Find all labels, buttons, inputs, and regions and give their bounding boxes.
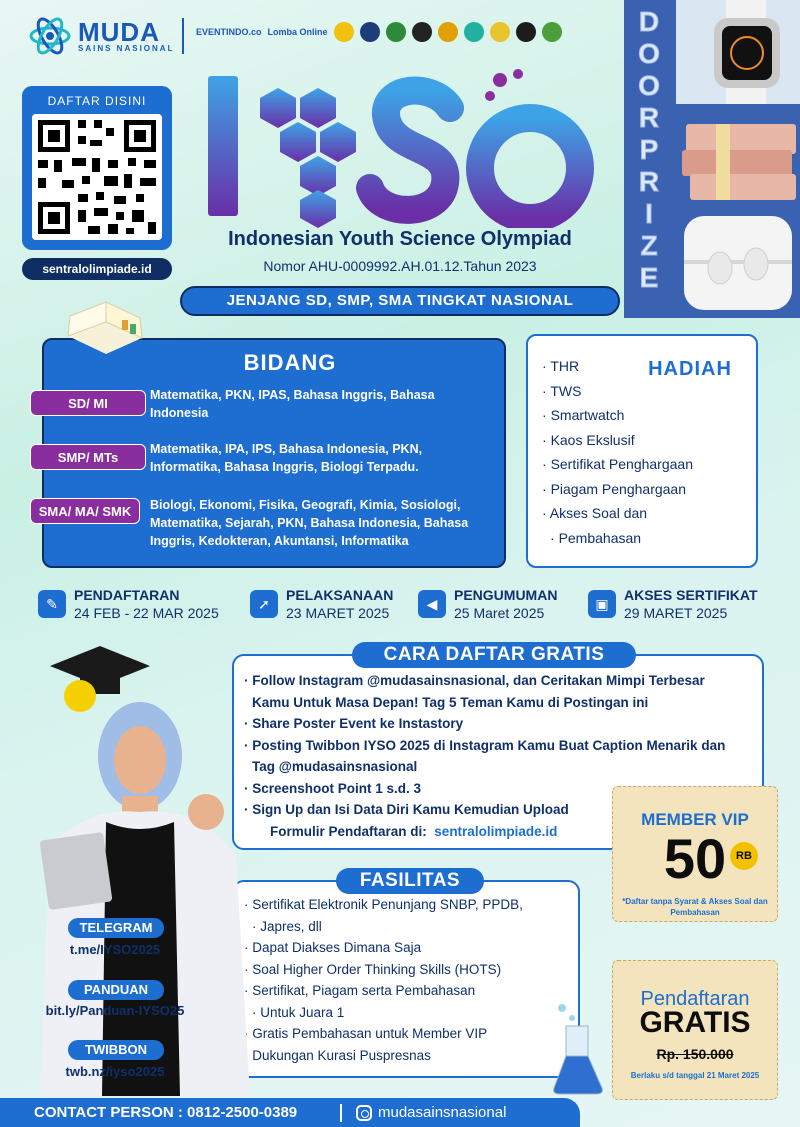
- partner-logo-icon: [334, 22, 354, 42]
- list-item: · Screenshoot Point 1 s.d. 3: [244, 778, 764, 800]
- flask-icon: [550, 1000, 610, 1096]
- timeline-label: PELAKSANAAN: [286, 587, 394, 603]
- free-registration-label: GRATIS: [639, 1006, 751, 1039]
- smartwatch-icon: [676, 0, 800, 104]
- timeline-date: 23 MARET 2025: [286, 605, 390, 621]
- instagram-handle: mudasainsnasional: [378, 1104, 507, 1121]
- level-sd-subjects: Matematika, PKN, IPAS, Bahasa Inggris, Bahasa Indonesia: [150, 388, 435, 420]
- brand-logo: [28, 14, 198, 58]
- list-item: · Akses Soal dan: [542, 501, 742, 526]
- cara-daftar-title: CARA DAFTAR GRATIS: [352, 642, 636, 668]
- partner-logo-icon: [464, 22, 484, 42]
- list-item: · Dukungan Kurasi Puspresnas: [244, 1045, 574, 1067]
- footer-divider: [340, 1104, 342, 1122]
- timeline-date: 24 FEB - 22 MAR 2025: [74, 605, 219, 621]
- doorprize-letter: R: [638, 102, 660, 133]
- level-banner: JENJANG SD, SMP, SMA TINGKAT NASIONAL: [180, 286, 620, 316]
- iyso-logo: [200, 68, 600, 228]
- instagram-icon: [356, 1105, 372, 1121]
- timeline-pelaksanaan: [250, 586, 393, 626]
- money-icon: [676, 104, 800, 208]
- register-site-link[interactable]: sentralolimpiade.id: [22, 258, 172, 280]
- list-item: · Sign Up dan Isi Data Diri Kamu Kemudian Upload: [244, 799, 764, 821]
- form-text: Formulir Pendaftaran di:: [270, 823, 427, 839]
- partner-lomba-online: Lomba Online: [267, 27, 328, 37]
- list-item: · Gratis Pembahasan untuk Member VIP: [244, 1023, 574, 1045]
- panduan-link[interactable]: bit.ly/Panduan-IYSO25: [45, 1003, 185, 1018]
- header-divider: [182, 18, 184, 54]
- partner-logo-icon: [360, 22, 380, 42]
- list-item: · TWS: [542, 379, 742, 404]
- fasilitas-list: [244, 894, 574, 1066]
- timeline-date: 25 Maret 2025: [454, 605, 545, 621]
- timeline-label: AKSES SERTIFIKAT: [624, 587, 758, 603]
- hadiah-list: [542, 354, 742, 550]
- list-item: · Pembahasan: [542, 526, 742, 551]
- timeline-sertifikat: [588, 586, 758, 626]
- qr-code-icon[interactable]: [32, 114, 162, 240]
- megaphone-icon: ◀: [418, 590, 446, 618]
- book-icon: [62, 296, 148, 362]
- student-illustration: [10, 636, 250, 1096]
- partner-logo-icon: [490, 22, 510, 42]
- doorprize-title: [624, 6, 674, 294]
- telegram-badge: TELEGRAM: [68, 918, 164, 938]
- list-item: · Sertifikat Elektronik Penunjang SNBP, PPDB,: [244, 894, 574, 916]
- form-link[interactable]: sentralolimpiade.id: [434, 823, 558, 839]
- doorprize-letter: O: [638, 70, 660, 101]
- list-item: · Sertifikat, Piagam serta Pembahasan: [244, 980, 574, 1002]
- member-vip-price: 50: [663, 827, 727, 890]
- twibbon-link[interactable]: twb.nz/iyso2025: [65, 1064, 165, 1079]
- list-item: · Smartwatch: [542, 403, 742, 428]
- twibbon-badge: TWIBBON: [68, 1040, 164, 1060]
- level-sma-subjects: Biologi, Ekonomi, Fisika, Geografi, Kimia, Sosiologi, Matematika, Sejarah, PKN, Bahasa Indonesia, Bahasa Inggris, Kedokteran, Akuntansi, Informatika: [150, 498, 469, 548]
- list-item: Kamu Untuk Masa Depan! Tag 5 Teman Kamu di Postingan ini: [252, 694, 649, 710]
- bidang-title: BIDANG: [243, 350, 337, 375]
- partner-logo-icon: [516, 22, 536, 42]
- member-vip-unit: RB: [730, 842, 758, 870]
- clipboard-icon: ✎: [38, 590, 66, 618]
- timeline-label: PENDAFTARAN: [74, 587, 180, 603]
- free-registration-title: Pendaftaran: [640, 988, 750, 1010]
- fasilitas-title: FASILITAS: [336, 868, 484, 894]
- register-title: DAFTAR DISINI: [47, 94, 147, 108]
- hadiah-title: HADIAH: [648, 358, 732, 380]
- doorprize-letter: Z: [640, 230, 658, 261]
- timeline-pengumuman: [418, 586, 557, 626]
- certificate-icon: ▣: [588, 590, 616, 618]
- doorprize-letter: I: [645, 198, 653, 229]
- event-full-name: Indonesian Youth Science Olympiad: [228, 228, 572, 250]
- brand-name: MUDA: [78, 16, 160, 47]
- partner-logo-icon: [542, 22, 562, 42]
- free-registration-note: Berlaku s/d tanggal 21 Maret 2025: [630, 1071, 760, 1080]
- doorprize-letter: E: [639, 262, 659, 293]
- list-item: · Soal Higher Order Thinking Skills (HOTS): [244, 959, 574, 981]
- timeline-pendaftaran: [38, 586, 219, 626]
- instagram-link[interactable]: [356, 1104, 506, 1121]
- member-vip-title: MEMBER VIP: [641, 810, 749, 829]
- level-smp-subjects: Matematika, IPA, IPS, Bahasa Indonesia, PKN, Informatika, Bahasa Inggris, Biologi Terpadu.: [150, 442, 423, 474]
- panduan-badge: PANDUAN: [68, 980, 164, 1000]
- brand-subtitle: SAINS NASIONAL: [78, 43, 175, 53]
- old-price: Rp. 150.000: [656, 1046, 734, 1062]
- partner-logos: [196, 22, 562, 42]
- list-item: · Follow Instagram @mudasainsnasional, dan Ceritakan Mimpi Terbesar: [244, 670, 764, 692]
- rocket-icon: ➚: [250, 590, 278, 618]
- list-item: · Share Poster Event ke Instastory: [244, 713, 764, 735]
- doorprize-letter: O: [638, 38, 660, 69]
- level-sma-badge: SMA/ MA/ SMK: [30, 498, 140, 524]
- earbuds-icon: [676, 208, 800, 318]
- list-item: · Dapat Diakses Dimana Saja: [244, 937, 574, 959]
- partner-logo-icon: [412, 22, 432, 42]
- registration-number: Nomor AHU-0009992.AH.01.12.Tahun 2023: [263, 258, 537, 274]
- level-sd-badge: SD/ MI: [30, 390, 146, 416]
- list-item: · Kaos Ekslusif: [542, 428, 742, 453]
- list-item: · Piagam Penghargaan: [542, 477, 742, 502]
- partner-logo-icon: [438, 22, 458, 42]
- member-vip-note: *Daftar tanpa Syarat & Akses Soal dan Pembahasan: [622, 897, 768, 917]
- level-smp-badge: SMP/ MTs: [30, 444, 146, 470]
- contact-person[interactable]: CONTACT PERSON : 0812-2500-0389: [34, 1104, 298, 1121]
- partner-logo-icon: [386, 22, 406, 42]
- timeline-label: PENGUMUMAN: [454, 587, 558, 603]
- list-item: · Posting Twibbon IYSO 2025 di Instagram Kamu Buat Caption Menarik dan: [244, 735, 764, 757]
- list-item: · Japres, dll: [244, 916, 574, 938]
- list-item: · THR: [542, 354, 742, 379]
- partner-eventindo: EVENTINDO.co: [196, 27, 262, 37]
- timeline-date: 29 MARET 2025: [624, 605, 728, 621]
- list-item: · Sertifikat Penghargaan: [542, 452, 742, 477]
- atom-icon: [28, 14, 72, 58]
- list-item: · Untuk Juara 1: [244, 1002, 574, 1024]
- doorprize-letter: R: [638, 166, 660, 197]
- doorprize-letter: P: [639, 134, 659, 165]
- doorprize-letter: D: [638, 6, 660, 37]
- list-item: Tag @mudasainsnasional: [252, 759, 418, 774]
- telegram-link[interactable]: t.me/IYSO2025: [69, 942, 161, 957]
